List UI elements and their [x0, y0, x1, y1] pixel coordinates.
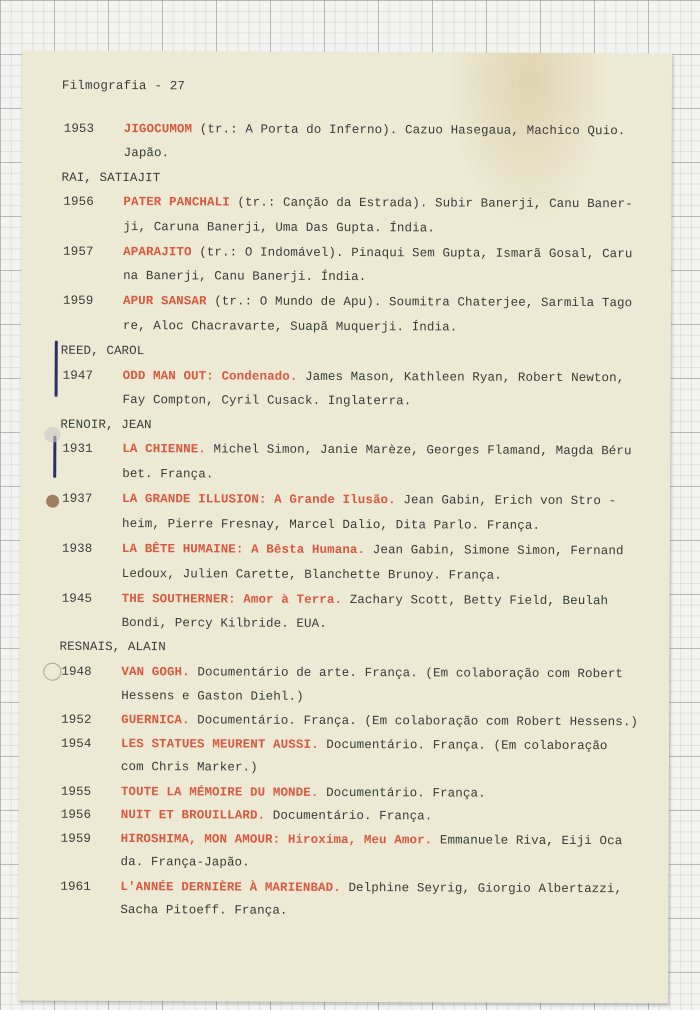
- entry-continuation: da. França-Japão.: [120, 855, 250, 870]
- film-details: Michel Simon, Janie Marèze, Georges Flamand, Magda Béru: [205, 442, 632, 459]
- punch-hole: [44, 427, 60, 443]
- entry-year: 1947: [62, 368, 94, 383]
- film-title: L'ANNÉE DERNIÈRE À MARIENBAD.: [120, 880, 341, 895]
- film-details: Jean Gabin, Erich von Stro -: [395, 493, 617, 509]
- punch-hole: [43, 663, 61, 681]
- entry-year: 1937: [62, 491, 93, 506]
- entry-year: 1952: [61, 712, 92, 727]
- entry-year: 1956: [60, 807, 92, 822]
- film-details: Documentário. França. (Em colaboração: [318, 737, 608, 754]
- director-name: RAI, SATIAJIT: [61, 170, 161, 186]
- entry-year: 1959: [62, 293, 94, 308]
- entry-continuation: Fay Compton, Cyril Cusack. Inglaterra.: [122, 393, 412, 409]
- film-title: LA CHIENNE.: [122, 442, 206, 457]
- film-title: LA GRANDE ILLUSION: A Grande Ilusão.: [122, 492, 396, 508]
- entry-continuation: bet. França.: [122, 467, 214, 482]
- typed-page: [18, 51, 672, 1004]
- entry-year: 1938: [61, 541, 93, 556]
- film-title: TOUTE LA MÉMOIRE DU MONDE.: [120, 785, 319, 800]
- entry-year: 1954: [61, 736, 92, 751]
- film-details: Zachary Scott, Betty Field, Beulah: [342, 592, 609, 609]
- film-details: Documentário. França.: [265, 808, 433, 824]
- entry-year: 1955: [60, 784, 92, 799]
- film-title: THE SOUTHERNER: Amor à Terra.: [121, 592, 343, 607]
- film-details: (tr.: O Mundo de Apu). Soumitra Chaterjee, Sarmila Tago: [206, 294, 633, 311]
- film-title: ODD MAN OUT: Condenado.: [122, 369, 298, 384]
- entry-continuation: re, Aloc Chacravarte, Suapã Muquerji. Índia.: [122, 319, 458, 335]
- entry-year: 1957: [63, 244, 94, 259]
- film-title: LA BÊTE HUMAINE: A Bêsta Humana.: [121, 542, 366, 558]
- film-title: NUIT ET BROUILLARD.: [120, 808, 266, 823]
- film-details: Emmanuele Riva, Eiji Oca: [432, 833, 623, 849]
- page-header: Filmografia - 27: [61, 78, 186, 94]
- entry-year: 1931: [62, 441, 93, 456]
- director-name: RESNAIS, ALAIN: [59, 639, 166, 655]
- entry-year: 1961: [60, 879, 91, 894]
- film-details: Documentário de arte. França. (Em colaboração com Robert: [189, 665, 624, 682]
- entry-year: 1948: [61, 664, 92, 679]
- director-name: RENOIR, JEAN: [60, 417, 152, 433]
- entry-continuation: Bondi, Percy Kilbride. EUA.: [121, 616, 327, 631]
- film-details: Documentário. França.: [318, 785, 486, 801]
- film-title: PATER PANCHALI: [123, 195, 230, 210]
- entry-year: 1945: [61, 591, 93, 606]
- entry-continuation: ji, Caruna Banerji, Uma Das Gupta. Índia.: [123, 220, 435, 236]
- film-title: HIROSHIMA, MON AMOUR: Hiroxima, Meu Amor.: [120, 832, 433, 848]
- film-details: Delphine Seyrig, Giorgio Albertazzi,: [340, 880, 623, 897]
- film-details: Jean Gabin, Simone Simon, Fernand: [365, 543, 624, 559]
- film-details: James Mason, Kathleen Ryan, Robert Newton,: [297, 369, 625, 386]
- film-title: VAN GOGH.: [121, 665, 190, 680]
- film-title: LES STATUES MEURENT AUSSI.: [121, 737, 319, 752]
- entry-year: 1959: [60, 831, 92, 846]
- entry-continuation: heim, Pierre Fresnay, Marcel Dalio, Dita Parlo. França.: [121, 517, 541, 533]
- entry-continuation: Ledoux, Julien Carette, Blanchette Brunoy. França.: [121, 567, 502, 583]
- entry-year: 1953: [63, 121, 95, 136]
- film-title: APARAJITO: [123, 245, 192, 260]
- film-details: (tr.: A Porta do Inferno). Cazuo Hasegaua, Machico Quio.: [192, 122, 626, 139]
- entry-continuation: com Chris Marker.): [120, 760, 258, 775]
- entry-year: 1956: [63, 194, 94, 209]
- entry-continuation: Sacha Pitoeff. França.: [120, 903, 288, 918]
- film-details: (tr.: Canção da Estrada). Subir Banerji, Canu Baner-: [229, 195, 633, 212]
- entry-continuation: na Banerji, Canu Banerji. Índia.: [123, 269, 367, 285]
- margin-ink-mark: [55, 341, 58, 397]
- punch-hole: [46, 495, 59, 508]
- film-details: (tr.: O Indomável). Pinaqui Sem Gupta, Ismarã Gosal, Caru: [191, 245, 633, 262]
- film-title: JIGOCUMOM: [123, 122, 193, 137]
- film-details: Documentário. França. (Em colaboração com Robert Hessens.): [189, 713, 639, 730]
- entry-continuation: Hessens e Gaston Diehl.): [121, 689, 304, 704]
- film-title: GUERNICA.: [121, 713, 190, 728]
- film-title: APUR SANSAR: [122, 294, 207, 309]
- director-name: REED, CAROL: [60, 343, 145, 359]
- entry-continuation: Japão.: [123, 146, 170, 161]
